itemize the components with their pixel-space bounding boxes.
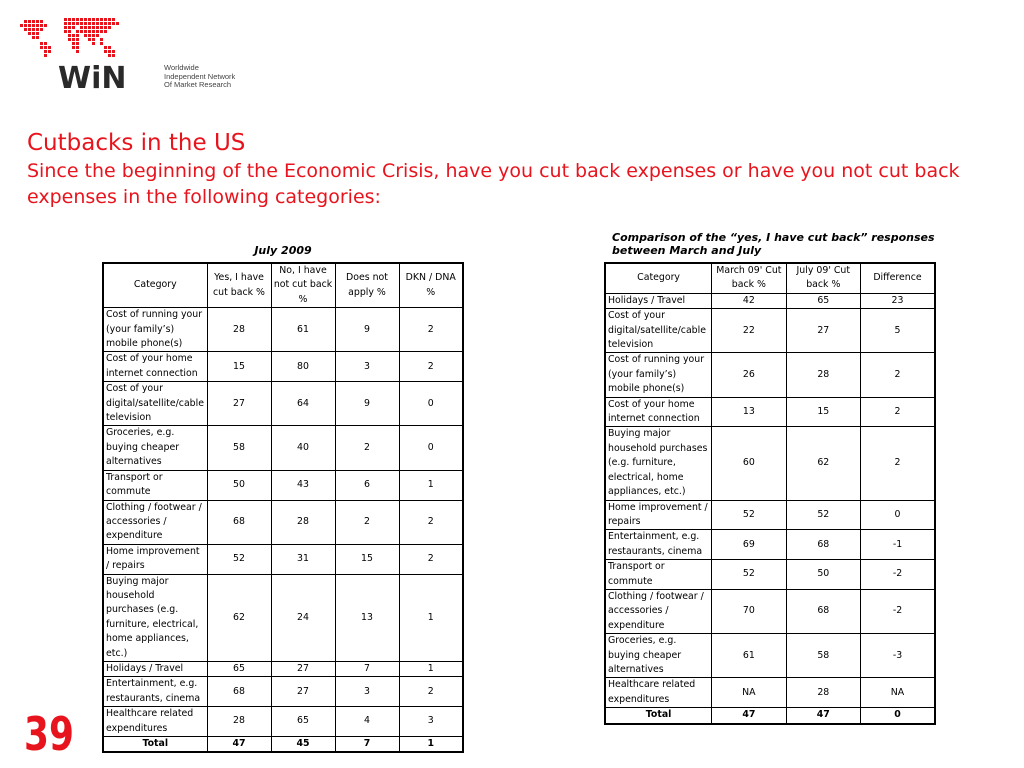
table-header-row [103,263,463,308]
table-cell: 80 [271,352,335,382]
row-category: Healthcare related expenditures [605,678,712,708]
table-cell: 60 [712,427,786,500]
table-cell: 52 [207,544,271,574]
table-cell: 50 [207,470,271,500]
table-cell: 61 [712,634,786,678]
table-cell: 15 [335,544,399,574]
table-cell: 6 [335,470,399,500]
column-header: No, I have not cut back % [271,263,335,308]
table-cell: 2 [335,500,399,544]
table-cell: 28 [207,707,271,737]
page-number: 39 [24,707,74,761]
column-header: Difference [861,263,935,293]
table-cell: 43 [271,470,335,500]
table-cell: 50 [786,560,860,590]
table-cell: 0 [399,382,463,426]
table-cell: 9 [335,308,399,352]
total-row [103,737,463,753]
table-cell: 15 [207,352,271,382]
table-row [605,500,935,530]
svg-text:WiN: WiN [58,61,127,94]
total-row [605,708,935,724]
table-cell: 65 [271,707,335,737]
table-cell: 65 [786,293,860,308]
table-cell: 23 [861,293,935,308]
table-cell: 1 [399,470,463,500]
table-cell: 27 [271,677,335,707]
table-cell: 28 [786,678,860,708]
total-label: Total [605,708,712,724]
table-cell: 2 [399,500,463,544]
table-row [103,677,463,707]
row-category: Clothing / footwear / accessories / expenditure [103,500,207,544]
right-table-caption: Comparison of the “yes, I have cut back” responses between March and July [612,231,935,257]
table-cell: 1 [399,574,463,661]
row-category: Buying major household purchases (e.g. furniture, electrical, home appliances, etc.) [103,574,207,661]
table-cell: 58 [207,426,271,470]
table-cell: -2 [861,589,935,633]
table-header-row [605,263,935,293]
table-cell: 2 [399,352,463,382]
table-cell: -3 [861,634,935,678]
total-cell: 47 [786,708,860,724]
july-2009-table [102,262,464,753]
row-category: Clothing / footwear / accessories / expenditure [605,589,712,633]
table-row [605,589,935,633]
win-logo [18,14,243,94]
table-row [605,427,935,500]
table-cell: -1 [861,530,935,560]
table-row [605,560,935,590]
table-cell: 42 [712,293,786,308]
slide-title [27,128,1017,210]
table-cell: 52 [712,560,786,590]
table-cell: 27 [207,382,271,426]
row-category: Home improvement / repairs [605,500,712,530]
table-cell: 26 [712,353,786,397]
table-cell: 62 [786,427,860,500]
table-cell: 31 [271,544,335,574]
table-cell: NA [712,678,786,708]
table-cell: 65 [207,661,271,676]
table-cell: 58 [786,634,860,678]
column-header: Category [605,263,712,293]
row-category: Cost of running your (your family’s) mobile phone(s) [103,308,207,352]
row-category: Cost of your digital/satellite/cable television [103,382,207,426]
table-cell: 3 [335,352,399,382]
table-cell: 68 [786,589,860,633]
row-category: Cost of running your (your family’s) mobile phone(s) [605,353,712,397]
row-category: Buying major household purchases (e.g. furniture, electrical, home appliances, etc.) [605,427,712,500]
total-cell: 47 [207,737,271,753]
row-category: Holidays / Travel [103,661,207,676]
table-row [605,678,935,708]
table-cell: 3 [399,707,463,737]
total-cell: 45 [271,737,335,753]
total-cell: 1 [399,737,463,753]
table-cell: 62 [207,574,271,661]
table-row [103,544,463,574]
row-category: Cost of your home internet connection [605,397,712,427]
column-header: July 09' Cut back % [786,263,860,293]
table-row [103,382,463,426]
table-row [605,397,935,427]
table-cell: 61 [271,308,335,352]
table-cell: 4 [335,707,399,737]
title-question: Since the beginning of the Economic Crisis, have you cut back expenses or have you not cut back expenses in the following categories: [27,160,960,208]
table-cell: 22 [712,309,786,353]
world-map-logo-icon [18,14,158,94]
row-category: Cost of your digital/satellite/cable television [605,309,712,353]
table-row [103,574,463,661]
table-cell: 27 [271,661,335,676]
column-header: DKN / DNA % [399,263,463,308]
row-category: Cost of your home internet connection [103,352,207,382]
table-cell: 70 [712,589,786,633]
table-cell: 40 [271,426,335,470]
table-cell: 13 [335,574,399,661]
row-category: Groceries, e.g. buying cheaper alternatives [103,426,207,470]
row-category: Holidays / Travel [605,293,712,308]
row-category: Transport or commute [103,470,207,500]
table-row [103,352,463,382]
table-row [103,661,463,676]
table-cell: 68 [207,677,271,707]
table-row [103,426,463,470]
table-cell: 68 [207,500,271,544]
table-cell: 13 [712,397,786,427]
table-row [605,353,935,397]
row-category: Entertainment, e.g. restaurants, cinema [605,530,712,560]
total-cell: 0 [861,708,935,724]
table-row [605,530,935,560]
table-cell: 28 [786,353,860,397]
table-cell: 2 [861,353,935,397]
table-cell: 15 [786,397,860,427]
left-table-caption: July 2009 [254,244,312,257]
total-label: Total [103,737,207,753]
logo-tagline: Worldwide Independent Network Of Market Research [164,63,236,89]
table-row [605,634,935,678]
table-cell: 1 [399,661,463,676]
table-cell: 0 [399,426,463,470]
total-cell: 7 [335,737,399,753]
table-cell: 2 [335,426,399,470]
table-cell: 9 [335,382,399,426]
row-category: Healthcare related expenditures [103,707,207,737]
table-cell: 69 [712,530,786,560]
column-header: Category [103,263,207,308]
table-cell: 2 [399,308,463,352]
table-cell: 24 [271,574,335,661]
row-category: Transport or commute [605,560,712,590]
table-cell: 68 [786,530,860,560]
table-cell: 64 [271,382,335,426]
table-row [103,500,463,544]
table-cell: -2 [861,560,935,590]
table-row [103,707,463,737]
row-category: Entertainment, e.g. restaurants, cinema [103,677,207,707]
comparison-table [604,262,936,725]
column-header: March 09' Cut back % [712,263,786,293]
table-cell: 52 [712,500,786,530]
table-cell: 2 [861,427,935,500]
table-row [103,308,463,352]
table-cell: 28 [271,500,335,544]
column-header: Yes, I have cut back % [207,263,271,308]
table-cell: 3 [335,677,399,707]
row-category: Groceries, e.g. buying cheaper alternatives [605,634,712,678]
table-cell: 52 [786,500,860,530]
table-cell: 0 [861,500,935,530]
column-header: Does not apply % [335,263,399,308]
total-cell: 47 [712,708,786,724]
table-cell: NA [861,678,935,708]
table-row [103,470,463,500]
table-row [605,293,935,308]
table-cell: 2 [399,677,463,707]
row-category: Home improvement / repairs [103,544,207,574]
table-cell: 2 [399,544,463,574]
table-cell: 27 [786,309,860,353]
table-cell: 28 [207,308,271,352]
table-cell: 5 [861,309,935,353]
table-cell: 2 [861,397,935,427]
table-cell: 7 [335,661,399,676]
table-row [605,309,935,353]
title-main: Cutbacks in the US [27,130,246,156]
